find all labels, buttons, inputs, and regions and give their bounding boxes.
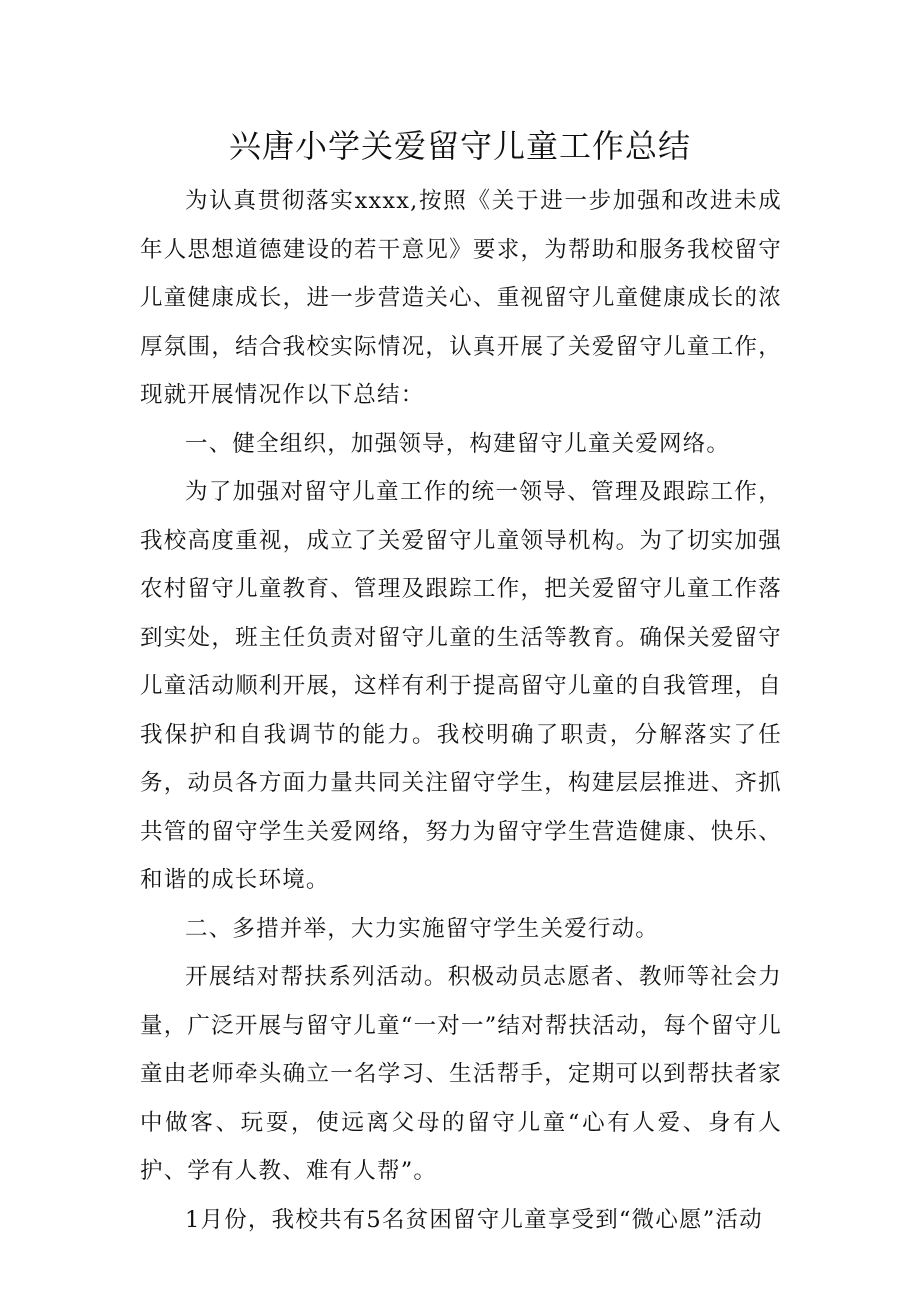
section-2-paragraph-continued: 1月份，我校共有5名贫困留守儿童享受到“微心愿”活动 bbox=[185, 1206, 763, 1233]
section-2-paragraph: 开展结对帮扶系列活动。积极动员志愿者、教师等社会力量，广泛开展与留守儿童“一对一”结对帮扶活动，每个留守儿童由老师牵头确立一名学习、生活帮手，定期可以到帮扶者家中做客、玩耍，使远离父母的留守儿童“心有人爱、身有人护、学有人教、难有人帮”。 bbox=[140, 964, 782, 1184]
document-body bbox=[140, 177, 782, 1244]
intro-paragraph: 为认真贯彻落实xxxx,按照《关于进一步加强和改进未成年人思想道德建设的若干意见》要求，为帮助和服务我校留守儿童健康成长，进一步营造关心、重视留守儿童健康成长的浓厚氛围，结合我校实际情况，认真开展了关爱留守儿童工作，现就开展情况作以下总结： bbox=[140, 188, 782, 408]
section-heading-1: 一、健全组织，加强领导，构建留守儿童关爱网络。 bbox=[185, 430, 731, 457]
section-heading-2: 二、多措并举，大力实施留守学生关爱行动。 bbox=[185, 915, 660, 942]
section-1-paragraph: 为了加强对留守儿童工作的统一领导、管理及跟踪工作，我校高度重视，成立了关爱留守儿童领导机构。为了切实加强农村留守儿童教育、管理及跟踪工作，把关爱留守儿童工作落到实处，班主任负责对留守儿童的生活等教育。确保关爱留守儿童活动顺利开展，这样有利于提高留守儿童的自我管理，自我保护和自我调节的能力。我校明确了职责，分解落实了任务，动员各方面力量共同关注留守学生，构建层层推进、齐抓共管的留守学生关爱网络，努力为留守学生营造健康、快乐、和谐的成长环境。 bbox=[140, 479, 782, 893]
document-title: 兴唐小学关爱留守儿童工作总结 bbox=[228, 127, 691, 165]
